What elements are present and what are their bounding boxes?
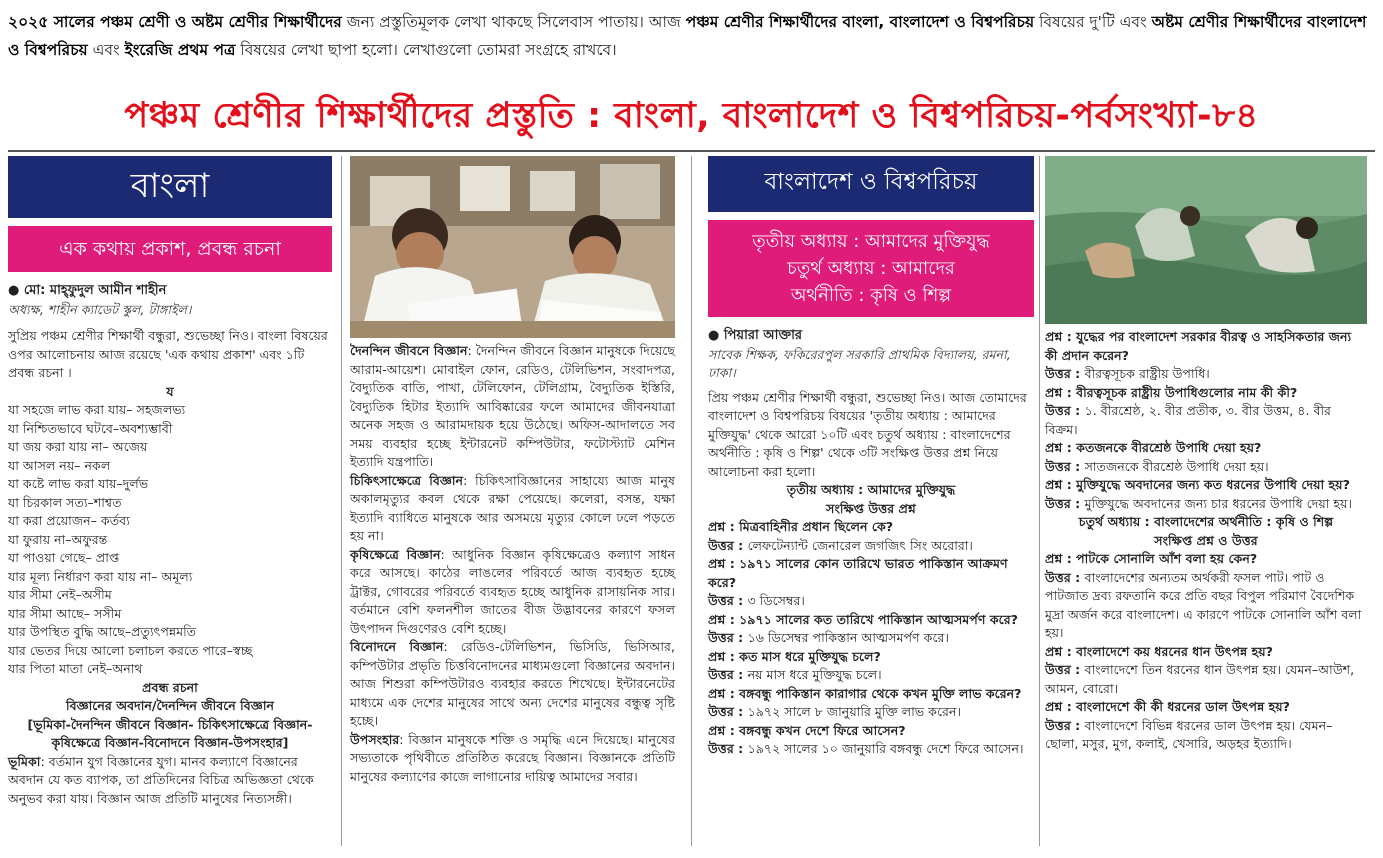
farmers-planting-image <box>1045 156 1367 324</box>
essay-paragraph <box>350 472 675 546</box>
question: প্রশ্ন : কত মাস ধরে মুক্তিযুদ্ধ চলে? <box>708 648 881 664</box>
word-item: যার সীমা আছে– সসীম <box>8 605 122 621</box>
answer-text: ১. বীরশ্রেষ্ঠ, ২. বীর প্রতীক, ৩. বীর উত্তম, ৪. বীর বিক্রম। <box>1045 403 1331 437</box>
answer-text: নয় মাস ধরে মুক্তিযুদ্ধ চলে। <box>747 667 882 682</box>
essay-paragraph-label: দৈনন্দিন জীবনে বিজ্ঞান <box>350 343 468 358</box>
question: প্রশ্ন : বাংলাদেশে কী কী ধরনের ডাল উৎপন্ন হয়? <box>1045 699 1290 714</box>
answer-text: ৩ ডিসেম্বর। <box>747 593 805 608</box>
answer-text: সাতজনকে বীরশ্রেষ্ঠ উপাধি দেয়া হয়। <box>1084 458 1269 474</box>
answer <box>1045 661 1367 698</box>
bangla-greeting: সুপ্রিয় পঞ্চম শ্রেণীর শিক্ষার্থী বন্ধুরা, শুভেচ্ছা নিও। বাংলা বিষয়ের ওপর আলোচনায় আজ রয়েছে 'এক কথায় প্রকাশ' এবং ১টি প্রবন্ধ রচনা । <box>8 328 328 380</box>
intro-text: বিষয়ের দু'টি এবং <box>1034 13 1152 31</box>
bgs-chapter-box <box>708 220 1034 317</box>
answer <box>1045 569 1367 643</box>
bgs-title-box: বাংলাদেশ ও বিশ্বপরিচয় <box>708 156 1034 212</box>
bgs-qa-list <box>708 518 1034 759</box>
chapter4-type: সংক্ষিপ্ত প্রশ্ন ও উত্তর <box>1154 532 1258 548</box>
question: প্রশ্ন : মিত্রবাহিনীর প্রধান ছিলেন কে? <box>708 519 894 534</box>
answer <box>708 666 1034 685</box>
answer-label: উত্তর : <box>1045 662 1085 677</box>
word-item: যা ফুরায় না–অফুরন্ত <box>8 531 108 547</box>
answer <box>1045 365 1367 384</box>
answer-text: মুক্তিযুদ্ধে অবদানের জন্য চার ধরনের উপাধি দেয়া হয়। <box>1084 495 1352 511</box>
question: প্রশ্ন : কতজনকে বীরশ্রেষ্ঠ উপাধি দেয়া হয়? <box>1045 440 1262 455</box>
bangla-author: ● মো: মাহ্ফুদুল আমীন শাহীন <box>8 283 167 298</box>
answer-text: বাংলাদেশের অন্যতম অর্থকরী ফসল পাট। পাট ও পাটজাত দ্রব্য রফতানি করে প্রতি বছর বিপুল পরিমাণ বৈদেশিক মুদ্রা অর্জন করে বাংলাদেশ। এ কারণে পাটকে সোনালি আঁশ বলা হয়। <box>1045 569 1362 640</box>
intro-text: ২০২৫ সালের পঞ্চম শ্রেণী ও অষ্টম শ্রেণীর শিক্ষার্থীদের <box>8 13 342 31</box>
chapter-line: অর্থনীতি : কৃষি ও শিল্প <box>790 285 952 306</box>
question: প্রশ্ন : বঙ্গবন্ধু কখন দেশে ফিরে আসেন? <box>708 722 906 738</box>
answer <box>708 629 1034 648</box>
answer-text: বাংলাদেশে তিন ধরনের ধান উৎপন্ন হয়। যেমন–আউশ, আমন, বোরো। <box>1045 662 1355 696</box>
essay-intro-label: ভূমিকা <box>8 753 41 769</box>
answer-label: উত্তর : <box>1045 458 1085 474</box>
students-writing-image <box>350 156 675 338</box>
intro-paragraph <box>8 8 1375 64</box>
page-headline: পঞ্চম শ্রেণীর শিক্ষার্থীদের প্রস্তুতি : বাংলা, বাংলাদেশ ও বিশ্বপরিচয়-পর্বসংখ্যা-৮৪ <box>124 96 1259 136</box>
answer <box>1045 495 1367 514</box>
essay-body <box>350 342 675 786</box>
essay-intro <box>8 753 332 809</box>
chapter-line: চতুর্থ অধ্যায় : আমাদের <box>787 258 955 279</box>
answer <box>708 592 1034 611</box>
question: প্রশ্ন : ১৯৭১ সালের কোন তারিখে ভারত পাকিস্তান আক্রমণ করে? <box>708 556 1008 590</box>
answer-label: উত্তর : <box>708 593 748 608</box>
question: প্রশ্ন : যুদ্ধের পর বাংলাদেশ সরকার বীরত্ব ও সাহসিকতার জন্য কী প্রদান করেন? <box>1045 329 1352 363</box>
answer-text: লেফটেন্যান্ট জেনারেল জগজিৎ সিং অরোরা। <box>747 537 973 553</box>
essay-paragraph-label: কৃষিক্ষেত্রে বিজ্ঞান <box>350 546 441 562</box>
students-photo <box>350 156 675 338</box>
intro-text: এবং <box>87 41 125 59</box>
intro-text: পঞ্চম শ্রেণীর শিক্ষার্থীদের বাংলা, বাংলাদেশ ও বিশ্বপরিচয় <box>685 13 1035 31</box>
answer-text: ১৯৭২ সালে ৮ জানুয়ারি মুক্তি লাভ করেন। <box>747 704 961 719</box>
answer-label: উত্তর : <box>1045 717 1085 733</box>
bgs-qa-list-3 <box>1045 550 1367 754</box>
divider <box>8 150 1375 152</box>
word-item: যা করা প্রয়োজন– কর্তব্য <box>8 513 130 528</box>
bgs-author-desc: সাবেক শিক্ষক, ফকিরেরপুল সরকারি প্রাথমিক বিদ্যালয়, রমনা, ঢাকা। <box>708 346 1011 380</box>
answer-label: উত্তর : <box>1045 403 1085 418</box>
essay-paragraph-label: চিকিৎসাক্ষেত্রে বিজ্ঞান <box>350 472 464 488</box>
answer-label: উত্তর : <box>708 630 748 645</box>
essay-title: বিজ্ঞানের অবদান/দৈনন্দিন জীবনে বিজ্ঞান <box>65 698 275 713</box>
answer-text: বাংলাদেশে বিভিন্ন ধরনের ডাল উৎপন্ন হয়। যেমন– ছোলা, মসুর, মুগ, কলাই, খেসারি, অড়হর ইত্যাদি। <box>1045 717 1333 751</box>
bgs-qa-list-2 <box>1045 328 1367 513</box>
answer <box>708 703 1034 722</box>
intro-text: ইংরেজি প্রথম পত্র <box>124 41 236 59</box>
answer-label: উত্তর : <box>708 741 748 756</box>
word-item: যার ভেতর দিয়ে আলো চলাচল করতে পারে–স্বচ্ছ <box>8 642 253 658</box>
word-item: যা নিশ্চিতভাবে ঘটবে–অবশ্যম্ভাবী <box>8 420 173 436</box>
answer-label: উত্তর : <box>1045 495 1085 511</box>
chapter4-heading: চতুর্থ অধ্যায় : বাংলাদেশের অর্থনীতি : কৃষি ও শিল্প <box>1078 514 1334 529</box>
bgs-greeting: প্রিয় পঞ্চম শ্রেণীর শিক্ষার্থী বন্ধুরা, শুভেচ্ছা নিও। আজ তোমাদের বাংলাদেশ ও বিশ্বপরিচয় বিষয়ের 'তৃতীয় অধ্যায় : আমাদের মুক্তিযুদ্ধ' থেকে আরো ১০টি এবং চতুর্থ অধ্যায় : বাংলাদেশের অর্থনীতি : কৃষি ও শিল্প' থেকে ৩টি সংক্ষিপ্ত উত্তর প্রশ্ন নিয়ে আলোচনা করা হলো। <box>708 389 1027 479</box>
question: প্রশ্ন : বঙ্গবন্ধু পাকিস্তান কারাগার থেকে কখন মুক্তি লাভ করেন? <box>708 685 1022 701</box>
answer-label: উত্তর : <box>708 537 748 553</box>
answer <box>1045 402 1367 439</box>
answer <box>708 537 1034 556</box>
bangla-column <box>8 156 332 808</box>
essay-paragraph-text: : রেডিও-টেলিভিশন, ভিসিডি, ভিসিআর, কম্পিউটার প্রভৃতি চিত্তবিনোদনের মাধ্যমগুলো বিজ্ঞানের অবদান। আজ শিশুরা কম্পিউটারও ব্যবহার করতে শিখেছে। ইন্টারনেটের মাধ্যমে এক দেশের মানুষের সাথে অন্য দেশের মানুষের বন্ধুত্ব সৃষ্টি হচ্ছে। <box>350 639 675 728</box>
paddy-photo <box>1045 156 1367 324</box>
answer <box>1045 717 1367 754</box>
question: প্রশ্ন : মুক্তিযুদ্ধে অবদানের জন্য কত ধরনের উপাধি দেয়া হয়? <box>1045 477 1350 492</box>
answer <box>1045 458 1367 477</box>
word-item: যা আসল নয়– নকল <box>8 457 111 473</box>
essay-paragraph <box>350 342 675 472</box>
question: প্রশ্ন : বীরত্বসূচক রাষ্ট্রীয় উপাধিগুলোর নাম কী কী? <box>1045 384 1298 400</box>
answer-label: উত্তর : <box>1045 366 1085 381</box>
question: প্রশ্ন : বাংলাদেশে কয় ধরনের ধান উৎপন্ন হয়? <box>1045 643 1273 659</box>
essay-intro-text: : বর্তমান যুগ বিজ্ঞানের যুগ। মানব কল্যাণে বিজ্ঞানের অবদান যে কত ব্যাপক, তা প্রতিদিনের বিচিত্র অভিজ্ঞতা থেকে অনুভব করা যায়। বিজ্ঞান আজ প্রতিটি মানুষের নিত্যসঙ্গী। <box>8 753 314 806</box>
bangla-title-box: বাংলা <box>8 156 332 218</box>
question: প্রশ্ন : ১৯৭১ সালের কত তারিখে পাকিস্তান আত্মসমর্পণ করে? <box>708 611 1018 627</box>
word-item: যা পাওয়া গেছে– প্রাপ্ত <box>8 550 120 565</box>
bgs-column <box>708 156 1034 759</box>
essay-heading: প্রবন্ধ রচনা <box>142 679 198 695</box>
essay-paragraph-text: : বিজ্ঞান মানুষকে শক্তি ও সমৃদ্ধি এনে দিয়েছে। মানুষের সভ্যতাকে পৃথিবীতে প্রতিষ্ঠিত করেছে বিজ্ঞান। বিজ্ঞানকে প্রতিটি মানুষের কল্যাণের কাজে লাগানোর দায়িত্ব আমাদের সবার। <box>350 731 675 784</box>
column-divider <box>691 156 692 846</box>
answer <box>708 740 1034 759</box>
essay-paragraph-text: : আধুনিক বিজ্ঞান কৃষিক্ষেত্রেও কল্যাণ সাধন করে আসছে। কাঠের লাঙলের পরিবর্তে আজ ব্যবহৃত হচ্ছে ট্রাক্টর, গোবরের পরিবর্তে ব্যবহৃত হচ্ছে আধুনিক রাসায়নিক সার। বর্তমানে বেশি ফলনশীল জাতের বীজ উদ্ভাবনের কারণে ফসল উৎপাদন দিগুণেরও বেশি হচ্ছে। <box>350 546 676 636</box>
word-item: যা চিরকাল সত্য–শাশ্বত <box>8 494 122 510</box>
intro-text: অষ্টম শ্রেণীর শিক্ষার্থীদের বাংলাদেশ ও বিশ্বপরিচয় <box>8 13 1367 59</box>
word-item: যার মূল্য নির্ধারণ করা যায় না– অমূল্য <box>8 568 193 584</box>
word-item: যা কষ্টে লাভ করা যায়–দুর্লভ <box>8 476 149 491</box>
essay-paragraph-text: : দৈনন্দিন জীবনে বিজ্ঞান মানুষকে দিয়েছে আরাম-আয়েশ। মোবাইল ফোন, রেডিও, টেলিভিশন, সংবাদপত্র, বৈদ্যুতিক বাতি, পাখা, টেলিফোন, টেলিগ্রাম, বৈদ্যুতিক ইস্তিরি, বৈদ্যুতিক হিটার ইত্যাদি আবিষ্কারের ফলে আমাদের জীবনযাত্রা অনেক সহজ ও আরামদায়ক হয়ে উঠেছে। অফিস-আদালতে সব সময় ব্যবহার হচ্ছে ইন্টারনেট কম্পিউটার, ফটোস্ট্যাট মেশিন ইত্যাদি যন্ত্রপাতি। <box>350 343 675 469</box>
bangla-subtitle-box: এক কথায় প্রকাশ, প্রবন্ধ রচনা <box>8 226 332 272</box>
answer-label: উত্তর : <box>1045 569 1085 585</box>
essay-column <box>350 156 675 786</box>
bgs-section-chapter: তৃতীয় অধ্যায় : আমাদের মুক্তিযুদ্ধ <box>786 482 956 497</box>
word-item: যার পিতা মাতা নেই–অনাথ <box>8 661 143 676</box>
intro-text: বিষয়ের লেখা ছাপা হলো। লেখাগুলো তোমরা সংগ্রহে রাখবে। <box>235 41 617 59</box>
word-item: যা জয় করা যায় না– অজেয় <box>8 439 148 454</box>
chapter-line: তৃতীয় অধ্যায় : আমাদের মুক্তিযুদ্ধ <box>752 231 990 252</box>
column-divider <box>341 156 342 846</box>
bgs-column-2 <box>1045 156 1367 754</box>
letter-heading: য <box>166 383 174 399</box>
essay-paragraph-label: উপসংহার <box>350 731 400 747</box>
bgs-section-type: সংক্ষিপ্ত উত্তর প্রশ্ন <box>826 500 916 516</box>
answer-text: বীরত্বসূচক রাষ্ট্রীয় উপাধি। <box>1084 366 1210 381</box>
intro-text: জন্য প্রস্তুতিমূলক লেখা থাকছে সিলেবাস পাতায়। আজ <box>341 13 686 31</box>
word-list <box>8 401 332 679</box>
essay-paragraph <box>350 546 675 639</box>
essay-paragraph-text: : চিকিৎসাবিজ্ঞানের সাহায্যে আজ মানুষ অকালমৃত্যুর কবল থেকে রক্ষা পেয়েছে। কলেরা, বসন্ত, যক্ষা ইত্যাদি ব্যাধিতে মানুষকে আর অসময়ে মৃত্যুর কোলে ঢলে পড়তে হয় না। <box>350 472 675 543</box>
answer-text: ১৯৭২ সালের ১০ জানুয়ারি বঙ্গবন্ধু দেশে ফিরে আসেন। <box>747 741 1024 756</box>
bgs-author: ● পিয়ারা আক্তার <box>708 328 802 343</box>
answer-label: উত্তর : <box>708 667 748 682</box>
column-divider <box>1039 156 1040 846</box>
question: প্রশ্ন : পাটকে সোনালি আঁশ বলা হয় কেন? <box>1045 551 1258 566</box>
essay-paragraph-label: বিনোদনে বিজ্ঞান <box>350 639 444 654</box>
essay-paragraph <box>350 638 675 731</box>
essay-outline: [ভূমিকা-দৈনন্দিন জীবনে বিজ্ঞান- চিকিৎসাক্ষেত্রে বিজ্ঞান-কৃষিক্ষেত্রে বিজ্ঞান-বিনোদনে বিজ্ঞান-উপসংহার] <box>27 716 313 750</box>
answer-text: ১৬ ডিসেম্বর পাকিস্তান আত্মসমর্পণ করে। <box>747 630 949 645</box>
word-item: যার উপস্থিত বুদ্ধি আছে–প্রত্যুৎপন্নমতি <box>8 624 197 639</box>
bangla-author-desc: অধ্যক্ষ, শাহীন ক্যাডেট স্কুল, টাঙ্গাইল। <box>8 301 192 317</box>
answer-label: উত্তর : <box>708 704 748 719</box>
word-item: যার সীমা নেই–অসীম <box>8 587 112 602</box>
essay-paragraph <box>350 731 675 787</box>
word-item: যা সহজে লাভ করা যায়– সহজলভ্য <box>8 402 186 417</box>
